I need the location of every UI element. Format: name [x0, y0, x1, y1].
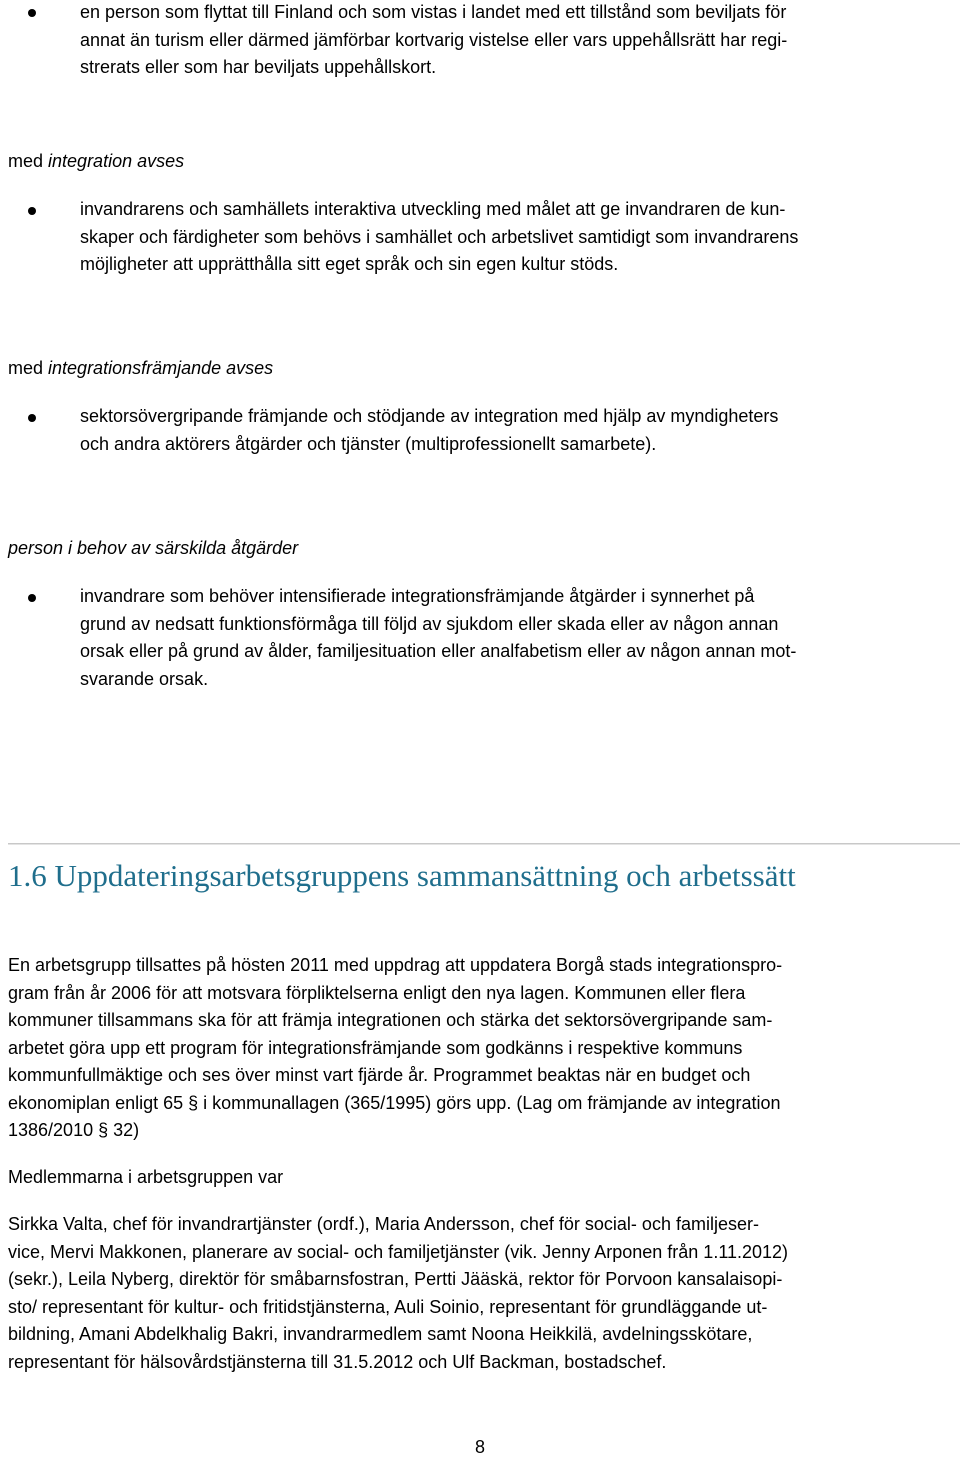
bullet-icon [28, 207, 36, 215]
bullet-icon [28, 9, 36, 17]
bullet-icon [28, 594, 36, 602]
members-intro: Medlemmarna i arbetsgruppen var [8, 1167, 284, 1187]
lead-term: integration avses [48, 151, 185, 171]
lead-term: person i behov av särskilda åtgärder [8, 538, 299, 558]
definition-lead-person-i-behov [8, 535, 298, 562]
page-number: 8 [474, 1437, 485, 1457]
bullet-icon [28, 414, 36, 422]
section-paragraph: En arbetsgrupp tillsattes på hösten 2011 med uppdrag att uppdatera Borgå stads integrationspro- gram från år 2006 för att motsvara förpliktelserna enligt den nya lagen. Kommunen eller flera kommuner tillsammans ska för att främja integrationen och stärka det sektorsövergripande sam- arbetet göra upp ett program för integrationsfrämjande som godkänns i respektive kommuns kommunfullmäktige och ses över minst vart fjärde år. Programmet beaktas när en budget och ekonomiplan enligt 65 § i kommunallagen (365/1995) görs upp. (Lag om främjande av integration 1386/2010 § 32) [8, 955, 783, 1140]
bullet-text: invandrare som behöver intensifierade integrationsfrämjande åtgärder i synnerhet på grund av nedsatt funktionsförmåga till följd av sjukdom eller skada eller av någon annan orsak eller på grund av ålder, familjesituation eller analfabetism eller av någon annan mot- svarande orsak. [80, 586, 797, 689]
bullet-text: invandrarens och samhällets interaktiva utveckling med målet att ge invandraren de kun- skaper och färdigheter som behövs i samhället och arbetslivet samtidigt som invandrarens möjligheter att upprätthålla sitt eget språk och sin egen kultur stöds. [80, 199, 799, 274]
lead-term: integrationsfrämjande avses [48, 358, 274, 378]
section-heading: 1.6 Uppdateringsarbetsgruppens sammansättning och arbetssätt [8, 858, 796, 893]
members-list: Sirkka Valta, chef för invandrartjänster (ordf.), Maria Andersson, chef för social- och familjeser- vice, Mervi Makkonen, planerare av social- och familjetjänster (vik. Jenny Arponen från 1.11.2012) (sekr.), Leila Nyberg, direktör för småbarnsfostran, Pertti Jääskä, rektor för Porvoon kansalaisopi- sto/ representant för kultur- och fritidstjänsterna, Auli Soinio, representant för grundläggande ut- bildning, Amani Abdelkhalig Bakri, invandrarmedlem samt Noona Heikkilä, avdelningsskötare, representant för hälsovårdstjänsterna till 31.5.2012 och Ulf Backman, bostadschef. [8, 1214, 789, 1372]
lead-prefix: med [8, 151, 49, 171]
definition-lead-integration [8, 148, 184, 175]
bullet-text: sektorsövergripande främjande och stödjande av integration med hjälp av myndigheters och andra aktörers åtgärder och tjänster (multiprofessionellt samarbete). [80, 406, 779, 454]
lead-prefix: med [8, 358, 49, 378]
bullet-text: en person som flyttat till Finland och som vistas i landet med ett tillstånd som beviljats för annat än turism eller därmed jämförbar kortvarig vistelse eller vars uppehållsrätt har regi- strerats eller som har beviljats uppehållskort. [80, 2, 788, 77]
definition-lead-integrationsframjande [8, 355, 273, 382]
section-divider [8, 843, 960, 844]
